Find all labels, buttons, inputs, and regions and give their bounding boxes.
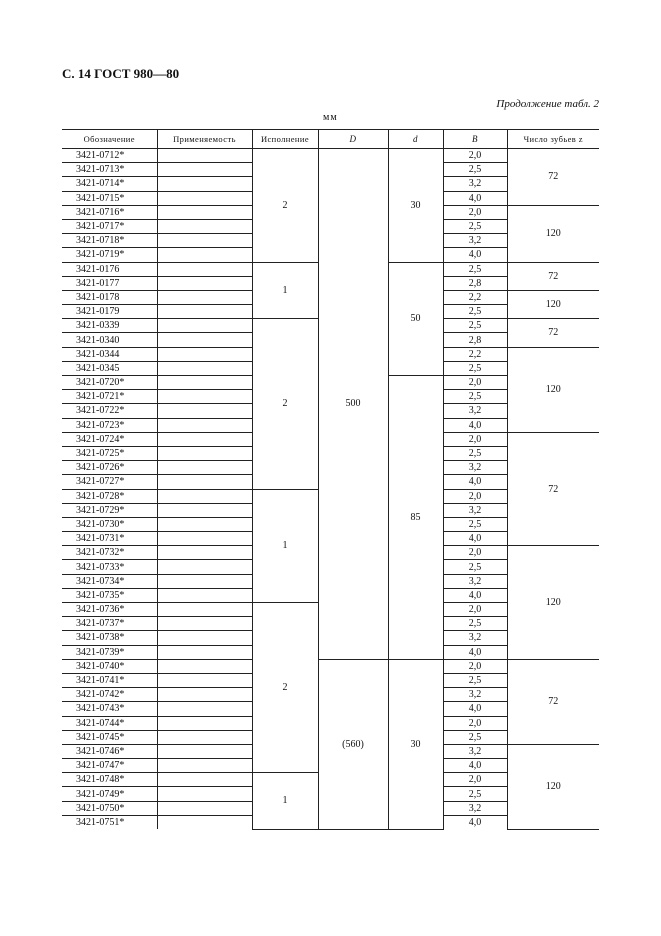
designation-cell: 3421-0722* — [62, 404, 157, 418]
designation-cell: 3421-0745* — [62, 730, 157, 744]
width-cell: 2,5 — [443, 319, 507, 333]
designation-cell: 3421-0734* — [62, 574, 157, 588]
applicability-cell — [157, 262, 252, 276]
designation-cell: 3421-0748* — [62, 773, 157, 787]
designation-cell: 3421-0178 — [62, 290, 157, 304]
designation-cell: 3421-0721* — [62, 390, 157, 404]
width-cell: 2,2 — [443, 347, 507, 361]
execution-cell: 1 — [252, 262, 318, 319]
applicability-cell — [157, 489, 252, 503]
designation-cell: 3421-0339 — [62, 319, 157, 333]
width-cell: 3,2 — [443, 503, 507, 517]
applicability-cell — [157, 248, 252, 262]
applicability-cell — [157, 815, 252, 829]
width-cell: 2,0 — [443, 489, 507, 503]
designation-cell: 3421-0751* — [76, 816, 125, 828]
width-cell: 4,0 — [443, 532, 507, 546]
execution-cell: 1 — [252, 489, 318, 603]
applicability-cell — [157, 390, 252, 404]
applicability-cell — [157, 759, 252, 773]
width-cell: 4,0 — [443, 588, 507, 602]
applicability-cell — [157, 290, 252, 304]
teeth-count-cell: 72 — [507, 149, 599, 206]
execution-cell: 2 — [252, 603, 318, 773]
designation-cell: 3421-0731* — [62, 532, 157, 546]
bore-diameter-cell: 30 — [388, 149, 443, 263]
designation-cell: 3421-0738* — [62, 631, 157, 645]
width-cell: 4,0 — [443, 645, 507, 659]
width-cell: 2,5 — [443, 517, 507, 531]
designation-cell: 3421-0717* — [62, 219, 157, 233]
width-cell: 3,2 — [443, 404, 507, 418]
header-designation: Обозначение — [62, 130, 157, 149]
width-cell: 2,5 — [443, 262, 507, 276]
teeth-count-cell: 72 — [507, 319, 599, 347]
width-cell: 2,5 — [443, 730, 507, 744]
width-cell: 4,0 — [443, 191, 507, 205]
designation-cell: 3421-0749* — [62, 787, 157, 801]
designation-cell: 3421-0726* — [62, 461, 157, 475]
applicability-cell — [157, 617, 252, 631]
bore-diameter-cell: 50 — [388, 262, 443, 376]
width-cell: 4,0 — [443, 418, 507, 432]
table-continuation-label: Продолжение табл. 2 — [496, 98, 599, 110]
width-cell: 4,0 — [443, 248, 507, 262]
applicability-cell — [157, 688, 252, 702]
applicability-cell — [157, 787, 252, 801]
specification-table — [62, 129, 599, 830]
width-cell: 2,5 — [443, 163, 507, 177]
designation-cell: 3421-0179 — [62, 305, 157, 319]
designation-cell: 3421-0741* — [62, 673, 157, 687]
width-cell: 3,2 — [443, 744, 507, 758]
applicability-cell — [157, 773, 252, 787]
applicability-cell — [157, 191, 252, 205]
designation-cell: 3421-0176 — [62, 262, 157, 276]
applicability-cell — [157, 631, 252, 645]
designation-cell: 3421-0746* — [62, 744, 157, 758]
width-cell: 3,2 — [443, 461, 507, 475]
applicability-cell — [157, 219, 252, 233]
width-cell: 2,0 — [443, 603, 507, 617]
applicability-cell — [157, 276, 252, 290]
width-cell: 2,0 — [443, 659, 507, 673]
header-execution: Исполнение — [252, 130, 318, 149]
designation-cell: 3421-0735* — [62, 588, 157, 602]
designation-cell: 3421-0712* — [62, 149, 157, 163]
designation-cell: 3421-0719* — [62, 248, 157, 262]
width-cell: 2,5 — [443, 361, 507, 375]
designation-cell: 3421-0345 — [62, 361, 157, 375]
teeth-count-cell: 120 — [507, 546, 599, 660]
designation-cell: 3421-0727* — [62, 475, 157, 489]
width-cell: 4,0 — [443, 702, 507, 716]
applicability-cell — [157, 205, 252, 219]
width-cell: 3,2 — [443, 177, 507, 191]
designation-cell: 3421-0713* — [62, 163, 157, 177]
designation-cell: 3421-0730* — [62, 517, 157, 531]
teeth-count-cell: 120 — [507, 347, 599, 432]
designation-cell: 3421-0740* — [62, 659, 157, 673]
width-cell: 2,0 — [443, 773, 507, 787]
header-width: B — [443, 130, 507, 149]
teeth-count-cell: 72 — [507, 262, 599, 290]
width-cell: 2,0 — [443, 205, 507, 219]
applicability-cell — [157, 730, 252, 744]
teeth-count-cell: 120 — [507, 744, 599, 829]
width-cell: 2,5 — [443, 787, 507, 801]
applicability-cell — [157, 333, 252, 347]
applicability-cell — [157, 588, 252, 602]
width-cell: 2,8 — [443, 276, 507, 290]
applicability-cell — [157, 177, 252, 191]
width-cell: 2,0 — [443, 376, 507, 390]
header-teeth-count: Число зубьев z — [507, 130, 599, 149]
applicability-cell — [157, 319, 252, 333]
designation-cell: 3421-0715* — [62, 191, 157, 205]
applicability-cell — [157, 234, 252, 248]
table-header-row — [62, 130, 599, 149]
width-cell: 2,0 — [443, 716, 507, 730]
width-cell: 2,5 — [443, 390, 507, 404]
width-cell: 3,2 — [443, 688, 507, 702]
applicability-cell — [157, 461, 252, 475]
width-cell: 2,5 — [443, 560, 507, 574]
applicability-cell — [157, 149, 252, 163]
applicability-cell — [157, 361, 252, 375]
applicability-cell — [157, 673, 252, 687]
applicability-cell — [157, 744, 252, 758]
designation-cell: 3421-0739* — [62, 645, 157, 659]
designation-cell: 3421-0733* — [62, 560, 157, 574]
designation-cell: 3421-0344 — [62, 347, 157, 361]
table-row — [62, 659, 599, 673]
applicability-cell — [157, 347, 252, 361]
applicability-cell — [157, 603, 252, 617]
page-header: С. 14 ГОСТ 980—80 — [62, 66, 180, 81]
applicability-cell — [157, 702, 252, 716]
designation-cell: 3421-0729* — [62, 503, 157, 517]
width-cell: 2,5 — [443, 219, 507, 233]
width-cell: 3,2 — [443, 234, 507, 248]
width-cell: 2,5 — [443, 446, 507, 460]
width-cell: 3,2 — [443, 631, 507, 645]
designation-cell: 3421-0177 — [62, 276, 157, 290]
execution-cell: 2 — [252, 149, 318, 263]
width-cell: 2,5 — [443, 305, 507, 319]
applicability-cell — [157, 532, 252, 546]
teeth-count-cell: 120 — [507, 205, 599, 262]
width-cell: 2,8 — [443, 333, 507, 347]
width-cell: 4,0 — [443, 815, 507, 829]
width-cell: 2,0 — [443, 149, 507, 163]
designation-cell: 3421-0742* — [62, 688, 157, 702]
designation-cell: 3421-0723* — [62, 418, 157, 432]
applicability-cell — [157, 404, 252, 418]
width-cell: 4,0 — [443, 475, 507, 489]
teeth-count-cell: 72 — [507, 432, 599, 546]
applicability-cell — [157, 801, 252, 815]
bore-diameter-cell: 30 — [388, 659, 443, 829]
width-cell: 2,2 — [443, 290, 507, 304]
width-cell: 2,5 — [443, 673, 507, 687]
designation-cell: 3421-0716* — [62, 205, 157, 219]
designation-cell: 3421-0714* — [62, 177, 157, 191]
designation-cell: 3421-0747* — [62, 759, 157, 773]
applicability-cell — [157, 432, 252, 446]
execution-cell: 2 — [252, 319, 318, 489]
designation-cell: 3421-0750* — [62, 801, 157, 815]
applicability-cell — [157, 446, 252, 460]
width-cell: 3,2 — [443, 574, 507, 588]
width-cell: 4,0 — [443, 759, 507, 773]
width-cell: 2,0 — [443, 546, 507, 560]
applicability-cell — [157, 305, 252, 319]
applicability-cell — [157, 546, 252, 560]
teeth-count-cell: 72 — [507, 659, 599, 744]
applicability-cell — [157, 163, 252, 177]
applicability-cell — [157, 418, 252, 432]
width-cell: 2,0 — [443, 432, 507, 446]
designation-cell: 3421-0744* — [62, 716, 157, 730]
applicability-cell — [157, 560, 252, 574]
table-body — [62, 149, 599, 830]
applicability-cell — [157, 659, 252, 673]
units-label: мм — [323, 112, 338, 123]
designation-cell: 3421-0724* — [62, 432, 157, 446]
width-cell: 3,2 — [443, 801, 507, 815]
designation-cell: 3421-0718* — [62, 234, 157, 248]
outer-diameter-cell: (560) — [318, 659, 388, 829]
designation-cell: 3421-0743* — [62, 702, 157, 716]
outer-diameter-cell: 500 — [318, 149, 388, 660]
designation-cell: 3421-0720* — [62, 376, 157, 390]
applicability-cell — [157, 475, 252, 489]
applicability-cell — [157, 376, 252, 390]
teeth-count-cell: 120 — [507, 290, 599, 318]
designation-cell: 3421-0340 — [62, 333, 157, 347]
header-outer-diameter: D — [318, 130, 388, 149]
designation-cell: 3421-0725* — [62, 446, 157, 460]
designation-cell: 3421-0728* — [62, 489, 157, 503]
designation-cell: 3421-0737* — [62, 617, 157, 631]
applicability-cell — [157, 503, 252, 517]
table-row — [62, 149, 599, 163]
applicability-cell — [157, 517, 252, 531]
applicability-cell — [157, 645, 252, 659]
header-applicability: Применяемость — [157, 130, 252, 149]
designation-cell: 3421-0736* — [62, 603, 157, 617]
header-bore-diameter: d — [388, 130, 443, 149]
execution-cell: 1 — [252, 773, 318, 829]
applicability-cell — [157, 716, 252, 730]
designation-cell: 3421-0732* — [62, 546, 157, 560]
bore-diameter-cell: 85 — [388, 376, 443, 660]
width-cell: 2,5 — [443, 617, 507, 631]
applicability-cell — [157, 574, 252, 588]
